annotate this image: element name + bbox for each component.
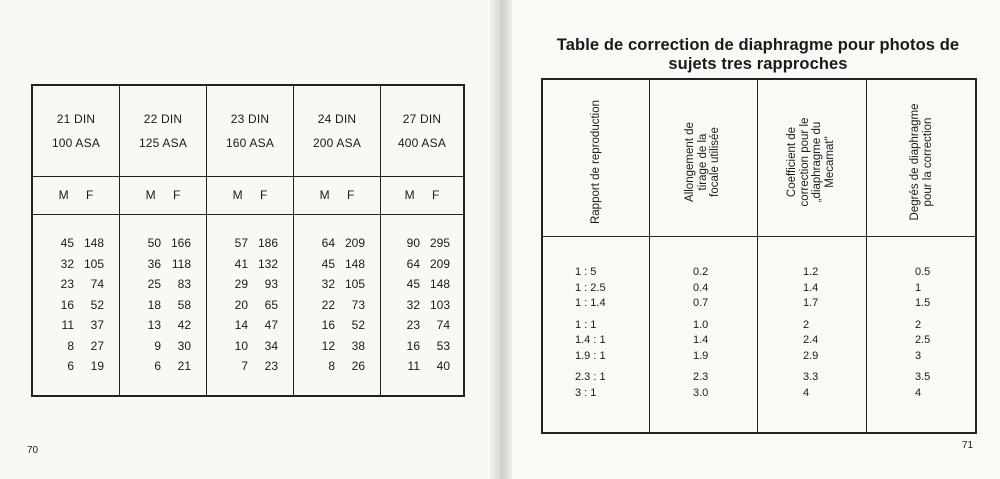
header-line: Allongement de bbox=[684, 122, 697, 202]
f-value: 21 bbox=[177, 359, 191, 373]
m-value: 16 bbox=[60, 297, 74, 312]
ratio-value: 1.4 : 1 bbox=[575, 334, 606, 346]
f-label: F bbox=[432, 188, 440, 202]
mf-header bbox=[381, 188, 463, 202]
m-value: 45 bbox=[60, 236, 74, 250]
m-value: 45 bbox=[406, 277, 420, 291]
m-value: 45 bbox=[321, 256, 335, 271]
din-label: 27 DIN bbox=[402, 112, 442, 126]
coefficient-value: 2.9 bbox=[803, 349, 819, 362]
allongement-value: 1.9 bbox=[693, 349, 709, 362]
film-column bbox=[294, 86, 381, 395]
m-value: 11 bbox=[61, 318, 74, 332]
f-value: 34 bbox=[264, 338, 278, 353]
f-value: 103 bbox=[429, 297, 450, 312]
table-row bbox=[294, 356, 380, 377]
table-row bbox=[381, 295, 463, 316]
allongement-value: 3.0 bbox=[693, 386, 709, 399]
m-value: 6 bbox=[67, 359, 74, 373]
f-value: 37 bbox=[90, 318, 104, 332]
table-row bbox=[120, 315, 206, 336]
film-column bbox=[120, 86, 207, 395]
f-value: 23 bbox=[264, 359, 278, 373]
m-value: 32 bbox=[406, 297, 420, 312]
f-value: 58 bbox=[177, 297, 191, 312]
table-row bbox=[207, 254, 293, 275]
m-value: 64 bbox=[321, 236, 335, 250]
m-value: 18 bbox=[147, 297, 161, 312]
ratio-value: 2.3 : 1 bbox=[575, 371, 606, 383]
table-row bbox=[381, 356, 463, 377]
table-row bbox=[120, 356, 206, 377]
correction-table bbox=[541, 78, 977, 434]
f-value: 105 bbox=[344, 277, 365, 291]
title-line-2: sujets tres rapproches bbox=[668, 55, 848, 73]
film-speed-table bbox=[31, 84, 465, 397]
allongement-value: 1.4 bbox=[693, 334, 709, 346]
f-value: 148 bbox=[344, 256, 365, 271]
din-label: 21 DIN bbox=[56, 112, 96, 126]
f-value: 74 bbox=[90, 277, 104, 291]
m-value: 6 bbox=[154, 359, 161, 373]
table-row bbox=[294, 336, 380, 357]
f-value: 52 bbox=[351, 318, 365, 332]
f-value: 83 bbox=[177, 277, 191, 291]
degres-value: 3 bbox=[915, 349, 922, 362]
f-label: F bbox=[86, 188, 94, 202]
asa-label: 200 ASA bbox=[312, 136, 362, 150]
m-value: 57 bbox=[234, 236, 248, 250]
m-value: 23 bbox=[406, 318, 420, 332]
f-value: 53 bbox=[436, 338, 450, 353]
table-row bbox=[33, 233, 119, 254]
m-value: 14 bbox=[234, 318, 248, 332]
f-value: 40 bbox=[436, 359, 450, 373]
coefficient-column bbox=[803, 265, 818, 401]
page-number-left: 70 bbox=[27, 445, 39, 456]
f-value: 118 bbox=[171, 256, 191, 271]
table-row bbox=[207, 356, 293, 377]
header-line: Coefficient de bbox=[786, 126, 798, 198]
ratio-value: 1 : 1.4 bbox=[575, 297, 606, 309]
table-row bbox=[120, 274, 206, 295]
table-row bbox=[381, 315, 463, 336]
m-label: M bbox=[232, 188, 243, 202]
mf-header bbox=[207, 188, 293, 202]
f-value: 209 bbox=[344, 236, 365, 250]
m-value: 8 bbox=[67, 338, 74, 353]
f-value: 132 bbox=[257, 256, 278, 271]
table-row bbox=[207, 315, 293, 336]
ratio-value: 1 : 2.5 bbox=[575, 281, 606, 294]
degres-value: 1 bbox=[915, 281, 922, 294]
header-line: Degrés de diaphragme bbox=[908, 103, 921, 221]
din-label: 24 DIN bbox=[317, 112, 357, 126]
table-row bbox=[294, 295, 380, 316]
book-gutter bbox=[490, 0, 512, 479]
header-line: Rapport de reproduction bbox=[589, 99, 602, 225]
degres-value: 1.5 bbox=[915, 297, 931, 309]
table-row bbox=[381, 274, 463, 295]
coefficient-value: 1.7 bbox=[803, 297, 819, 309]
m-label: M bbox=[319, 188, 330, 202]
m-value: 32 bbox=[321, 277, 335, 291]
m-value: 64 bbox=[406, 256, 420, 271]
table-row bbox=[33, 356, 119, 377]
m-value: 36 bbox=[147, 256, 161, 271]
asa-label: 160 ASA bbox=[225, 136, 275, 150]
f-value: 65 bbox=[264, 297, 278, 312]
ratio-value: 1 : 5 bbox=[575, 266, 597, 278]
m-value: 16 bbox=[406, 338, 420, 353]
mf-header bbox=[120, 188, 206, 202]
value-list bbox=[294, 233, 380, 377]
allongement-value: 1.0 bbox=[693, 318, 709, 331]
table-row bbox=[33, 336, 119, 357]
f-value: 42 bbox=[177, 318, 191, 332]
allongement-column bbox=[693, 265, 708, 401]
f-value: 26 bbox=[351, 359, 365, 373]
m-value: 13 bbox=[147, 318, 161, 332]
degres-value: 2 bbox=[915, 318, 922, 331]
m-value: 9 bbox=[154, 338, 161, 353]
ratio-value: 1.9 : 1 bbox=[575, 349, 606, 362]
table-row bbox=[33, 315, 119, 336]
f-value: 105 bbox=[83, 256, 104, 271]
f-value: 186 bbox=[257, 236, 278, 250]
mf-header bbox=[294, 188, 380, 202]
table-row bbox=[207, 274, 293, 295]
m-value: 20 bbox=[234, 297, 248, 312]
ratio-column bbox=[575, 265, 606, 401]
table-row bbox=[120, 295, 206, 316]
coefficient-value: 1.4 bbox=[803, 281, 819, 294]
table-row bbox=[207, 233, 293, 254]
page-title bbox=[535, 36, 981, 74]
table-row bbox=[294, 274, 380, 295]
f-value: 38 bbox=[351, 338, 365, 353]
column-header bbox=[909, 92, 934, 232]
f-value: 19 bbox=[90, 359, 104, 373]
page-number-right: 71 bbox=[962, 440, 974, 451]
f-value: 148 bbox=[83, 236, 104, 250]
allongement-value: 0.4 bbox=[693, 281, 709, 294]
table-row bbox=[381, 336, 463, 357]
table-row bbox=[207, 295, 293, 316]
m-label: M bbox=[404, 188, 415, 202]
degres-value: 2.5 bbox=[915, 334, 931, 346]
coefficient-value: 3.3 bbox=[803, 371, 819, 383]
mf-header bbox=[33, 188, 119, 202]
value-list bbox=[207, 233, 293, 377]
coefficient-value: 2.4 bbox=[803, 334, 819, 346]
m-value: 22 bbox=[321, 297, 335, 312]
f-value: 73 bbox=[351, 297, 365, 312]
m-value: 50 bbox=[147, 236, 161, 250]
f-value: 74 bbox=[436, 318, 450, 332]
table-column-divider bbox=[649, 80, 650, 432]
film-column bbox=[207, 86, 294, 395]
film-column bbox=[381, 86, 463, 395]
asa-label: 400 ASA bbox=[397, 136, 447, 150]
header-line: „diaphragme du bbox=[811, 121, 823, 203]
f-label: F bbox=[173, 188, 181, 202]
m-value: 12 bbox=[321, 338, 335, 353]
f-value: 148 bbox=[429, 277, 450, 291]
allongement-value: 2.3 bbox=[693, 371, 709, 383]
value-list bbox=[120, 233, 206, 377]
header-line: correction pour le bbox=[798, 117, 811, 207]
table-row bbox=[294, 315, 380, 336]
din-label: 23 DIN bbox=[230, 112, 270, 126]
table-row bbox=[381, 254, 463, 275]
f-value: 93 bbox=[264, 277, 278, 291]
allongement-value: 0.7 bbox=[693, 297, 709, 309]
table-row bbox=[33, 295, 119, 316]
m-value: 8 bbox=[328, 359, 335, 373]
m-value: 7 bbox=[241, 359, 248, 373]
ratio-value: 3 : 1 bbox=[575, 386, 597, 399]
table-row bbox=[294, 254, 380, 275]
coefficient-value: 2 bbox=[803, 318, 810, 331]
table-row bbox=[120, 336, 206, 357]
m-value: 23 bbox=[60, 277, 74, 291]
f-value: 47 bbox=[264, 318, 278, 332]
m-value: 90 bbox=[406, 236, 420, 250]
m-value: 29 bbox=[234, 277, 248, 291]
table-header-divider bbox=[543, 236, 975, 237]
allongement-value: 0.2 bbox=[693, 266, 709, 278]
f-value: 27 bbox=[90, 338, 104, 353]
column-header bbox=[684, 92, 722, 232]
m-value: 10 bbox=[234, 338, 248, 353]
header-line: Mecamat" bbox=[823, 136, 836, 188]
table-column-divider bbox=[866, 80, 867, 432]
f-value: 166 bbox=[170, 236, 191, 250]
f-value: 209 bbox=[429, 256, 450, 271]
header-line: pour la correction bbox=[921, 117, 933, 207]
m-value: 25 bbox=[147, 277, 161, 291]
m-value: 11 bbox=[407, 359, 420, 373]
table-row bbox=[207, 336, 293, 357]
m-value: 16 bbox=[321, 318, 335, 332]
f-label: F bbox=[260, 188, 268, 202]
coefficient-value: 4 bbox=[803, 386, 810, 399]
table-row bbox=[381, 233, 463, 254]
f-value: 52 bbox=[90, 297, 104, 312]
m-value: 32 bbox=[60, 256, 74, 271]
degres-column bbox=[915, 265, 930, 401]
value-list bbox=[381, 233, 463, 377]
column-header bbox=[590, 92, 603, 232]
m-value: 41 bbox=[234, 256, 248, 271]
asa-label: 125 ASA bbox=[138, 136, 188, 150]
m-label: M bbox=[145, 188, 156, 202]
f-value: 30 bbox=[177, 338, 191, 353]
value-list bbox=[33, 233, 119, 377]
film-column bbox=[33, 86, 120, 395]
din-label: 22 DIN bbox=[143, 112, 183, 126]
table-column-divider bbox=[757, 80, 758, 432]
f-value: 295 bbox=[429, 236, 450, 250]
m-label: M bbox=[58, 188, 69, 202]
column-header bbox=[786, 92, 836, 232]
degres-value: 4 bbox=[915, 386, 922, 399]
header-line: tirage de la bbox=[696, 133, 709, 191]
table-row bbox=[294, 233, 380, 254]
table-row bbox=[120, 233, 206, 254]
degres-value: 0.5 bbox=[915, 266, 931, 278]
table-row bbox=[33, 254, 119, 275]
f-label: F bbox=[347, 188, 355, 202]
table-row bbox=[120, 254, 206, 275]
table-row bbox=[33, 274, 119, 295]
asa-label: 100 ASA bbox=[51, 136, 101, 150]
header-line: focale utilisée bbox=[709, 127, 722, 197]
ratio-value: 1 : 1 bbox=[575, 318, 597, 331]
coefficient-value: 1.2 bbox=[803, 266, 819, 278]
title-line-1: Table de correction de diaphragme pour photos de bbox=[556, 36, 960, 54]
degres-value: 3.5 bbox=[915, 371, 931, 383]
